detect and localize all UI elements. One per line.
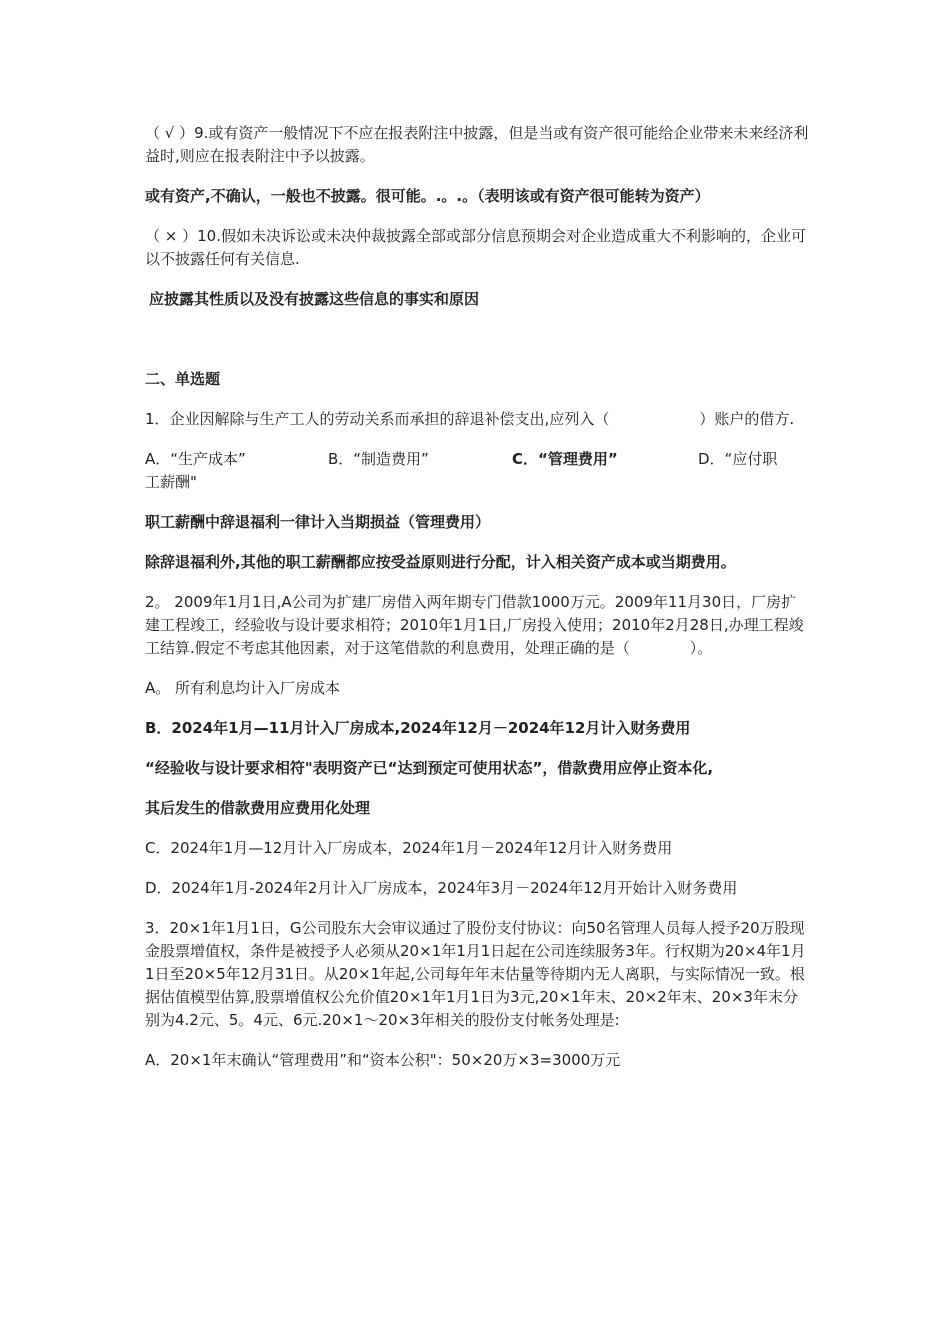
document-page [145, 122, 810, 1089]
option-c: C．“管理费用” [512, 450, 618, 468]
mc-question-2-option-a: A。 所有利息均计入厂房成本 [145, 679, 341, 697]
tf-question-9-note: 或有资产,不确认，一般也不披露。很可能。.。.。（表明该或有资产很可能转为资产） [145, 187, 710, 205]
mc-question-1-note-2: 除辞退福利外,其他的职工薪酬都应按受益原则进行分配，计入相关资产成本或当期费用。 [145, 553, 736, 571]
tf-question-10: （ × ）10.假如未决诉讼或未决仲裁披露全部或部分信息预期会对企业造成重大不利影响的，企业可以不披露任何有关信息. [145, 227, 806, 268]
tf-question-9: （ √ ）9.或有资产一般情况下不应在报表附注中披露，但是当或有资产很可能给企业带来未来经济利益时,则应在报表附注中予以披露。 [145, 124, 809, 165]
option-a: A．“生产成本” [145, 450, 246, 468]
mc-question-1-options [145, 448, 810, 494]
spacer [145, 328, 810, 368]
option-b: B．“制造费用” [328, 450, 429, 468]
mc-question-2-note-1: “经验收与设计要求相符"表明资产已“达到预定可使用状态”，借款费用应停止资本化, [145, 759, 714, 777]
option-d-continued: 工薪酬" [145, 473, 197, 491]
mc-question-2-note-2: 其后发生的借款费用应费用化处理 [145, 799, 371, 817]
mc-question-1-stem: 1．企业因解除与生产工人的劳动关系而承担的辞退补偿支出,应列入（ ）账户的借方. [145, 410, 795, 428]
mc-question-3-stem: 3．20×1年1月1日，G公司股东大会审议通过了股份支付协议：向50名管理人员每人授予20万股现金股票增值权，条件是被授予人必须从20×1年1月1日起在公司连续服务3年。行权期为20×4年1月1日至20×5年12月31日。从20×1年起,公司每年年末估量等待期内无人离职，与实际情况一致。根据估值模型估算,股票增值权公允价值20×1年1月1日为3元,20×1年末、20×2年末、20×3年末分别为4.2元、5。4元、6元.20×1～20×3年相关的股份支付帐务处理是: [145, 919, 806, 1029]
mc-question-2-stem: 2。 2009年1月1日,A公司为扩建厂房借入两年期专门借款1000万元。2009年11月30日，厂房扩建工程竣工，经验收与设计要求相符；2010年1月1日,厂房投入使用；2010年2月28日,办理工程竣工结算.假定不考虑其他因素，对于这笔借款的利息费用，处理正确的是（ ）。 [145, 593, 804, 657]
section-title: 二、单选题 [145, 370, 221, 388]
mc-question-2-option-c: C．2024年1月—12月计入厂房成本，2024年1月－2024年12月计入财务费用 [145, 839, 673, 857]
mc-question-2-option-d: D．2024年1月-2024年2月计入厂房成本，2024年3月－2024年12月开始计入财务费用 [145, 879, 738, 897]
option-d: D．“应付职 [698, 450, 778, 468]
mc-question-2-option-b: B．2024年1月—11月计入厂房成本,2024年12月－2024年12月计入财务费用 [145, 719, 691, 737]
tf-question-10-note: 应披露其性质以及没有披露这些信息的事实和原因 [149, 290, 480, 308]
mc-question-1-note-1: 职工薪酬中辞退福利一律计入当期损益（管理费用） [145, 513, 491, 531]
mc-question-3-option-a: A．20×1年末确认“管理费用”和“资本公积"：50×20万×3=3000万元 [145, 1051, 621, 1069]
